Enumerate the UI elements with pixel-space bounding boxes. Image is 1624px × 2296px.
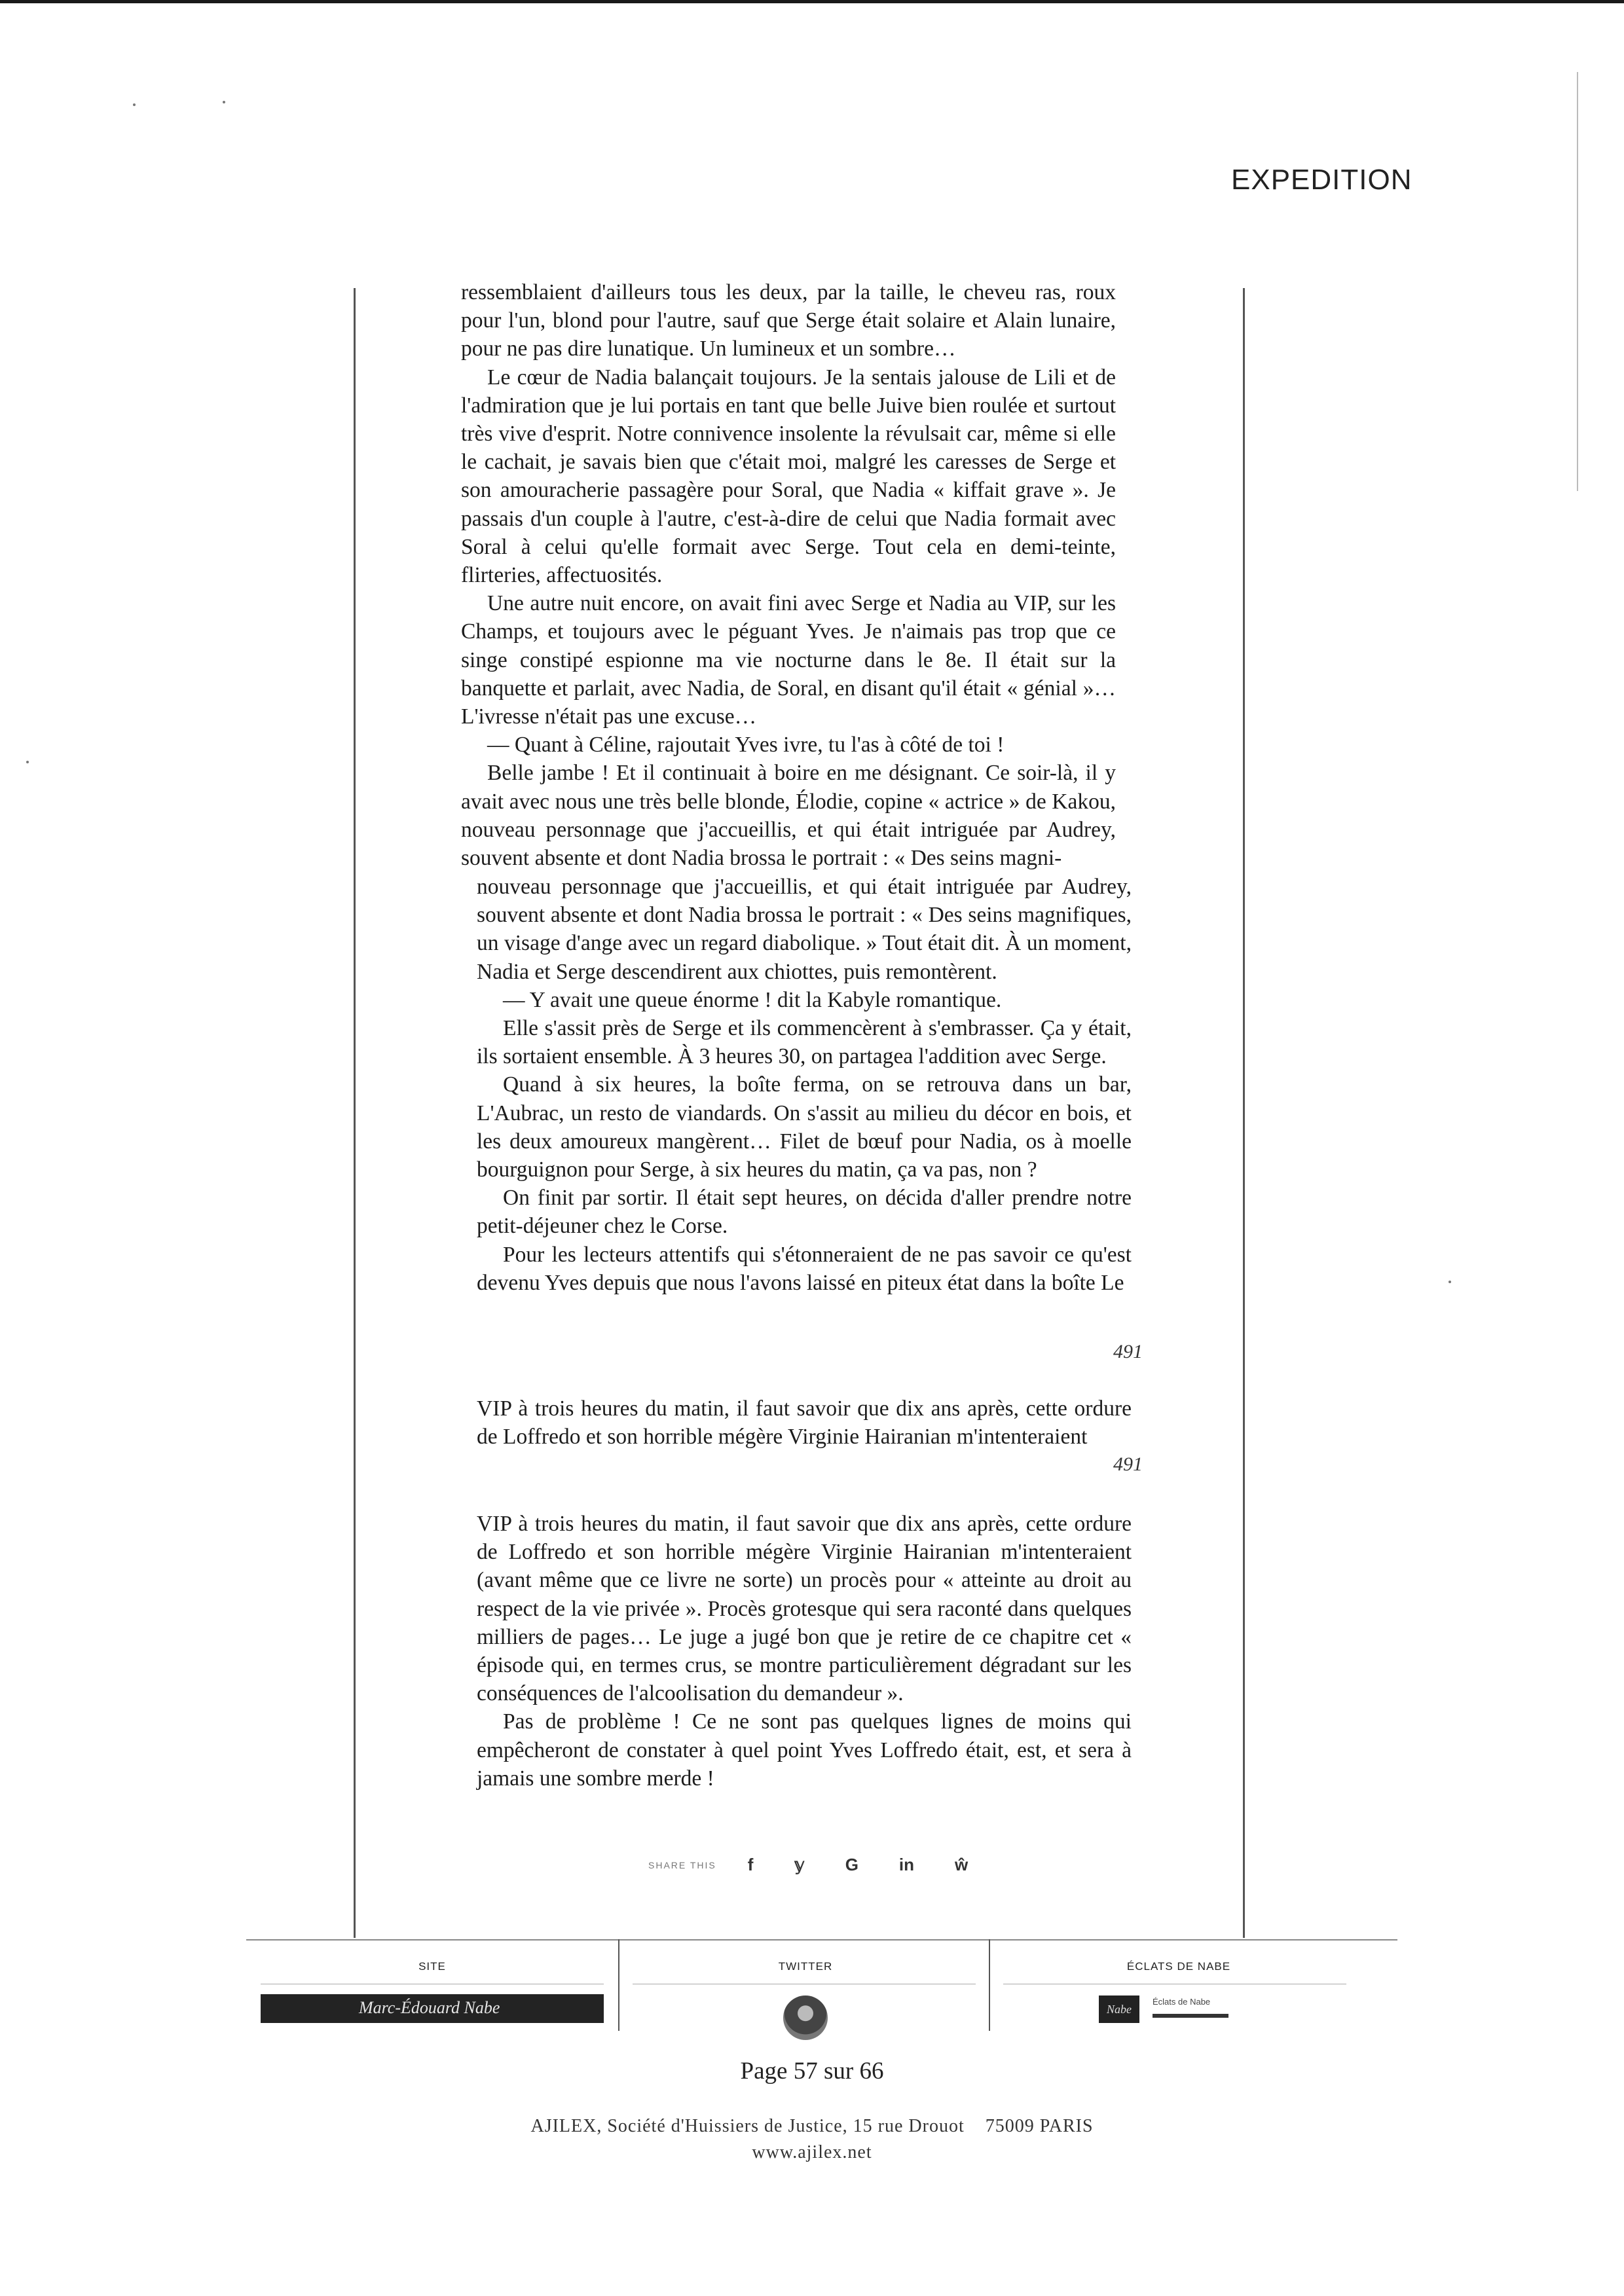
footer-twitter-label: TWITTER — [778, 1960, 833, 1973]
text-fragment-3 — [477, 1394, 1132, 1449]
eclats-text: Éclats de Nabe — [1153, 1997, 1211, 2007]
right-border — [1243, 871, 1245, 1453]
twitter-avatar[interactable] — [783, 1995, 828, 2023]
paragraph: Belle jambe ! Et il continuait à boire en me désignant. Ce soir-là, il y avait avec nous une très belle blonde, Élodie, copine « actrice » de Kakou, nouveau personnage que j'accueillis, et qui était intriguée par Audrey, souvent absente et dont Nadia brossa le portrait : « Des seins magni- — [461, 761, 1116, 871]
eclats-bar — [1153, 2014, 1228, 2018]
page-number: 491 — [1113, 1341, 1143, 1362]
site-banner-signature: Marc-Édouard Nabe — [359, 1998, 500, 2017]
scan-speck — [1449, 1281, 1451, 1283]
google-icon[interactable]: G — [845, 1855, 858, 1874]
text-fragment-2 — [477, 873, 1132, 1295]
right-border — [1243, 1453, 1245, 1938]
footer-divider — [989, 1939, 990, 2031]
footer-site-label: SITE — [418, 1960, 446, 1973]
left-border — [354, 1453, 356, 1938]
footer-eclats-label: ÉCLATS DE NABE — [1126, 1960, 1231, 1973]
paragraph: Elle s'assit près de Serge et ils commencèrent à s'embrasser. Ça y était, ils sortaient ensemble. À 3 heures 30, on partagea l'addition avec Serge. — [477, 1016, 1132, 1069]
paragraph: — Quant à Céline, rajoutait Yves ivre, tu l'as à côté de toi ! — [487, 733, 1005, 757]
scan-speck — [133, 103, 136, 106]
left-border — [354, 288, 356, 871]
scan-speck — [223, 101, 225, 103]
right-border — [1243, 288, 1245, 871]
site-banner-link[interactable] — [261, 1994, 604, 2023]
paragraph: Quand à six heures, la boîte ferma, on se retrouva dans un bar, L'Aubrac, un resto de viandards. On s'assit au milieu du décor en bois, et les deux amoureux mangèrent… Filet de bœuf pour Nadia, os à moelle bourguignon pour Serge, à six heures du matin, ça va pas, non ? — [477, 1072, 1132, 1182]
page-number: 491 — [1113, 1453, 1143, 1475]
page-counter: Page 57 sur 66 — [740, 2058, 884, 2085]
paragraph: nouveau personnage que j'accueillis, et qui était intriguée par Audrey, souvent absente et dont Nadia brossa le portrait : « Des seins magnifiques, un visage d'ange avec un regard diabolique. » Tout était dit. À un moment, Nadia et Serge descendirent aux chiottes, puis remontèrent. — [477, 875, 1132, 984]
scan-speck — [26, 761, 29, 763]
paragraph: VIP à trois heures du matin, il faut savoir que dix ans après, cette ordure de Loffredo et son horrible mégère Virginie Hairanian m'intenteraient — [477, 1396, 1132, 1449]
paragraph: Le cœur de Nadia balançait toujours. Je la sentais jalouse de Lili et de l'admiration que je lui portais en tant que belle Juive bien roulée et surtout très vive d'esprit. Notre connivence insolente la révulsait car, même si elle le cachait, je savais bien que c'était moi, malgré les caresses de Serge et son amouracherie passagère pour Soral, que Nadia « kiffait grave ». Je passais d'un couple à l'autre, c'est-à-dire de celui que Nadia formait avec Soral à celui qu'elle formait avec Serge. Tout cela en demi-teinte, flirteries, affectuosités. — [461, 365, 1116, 588]
scan-edge-line — [1577, 72, 1578, 491]
paragraph: — Y avait une queue énorme ! dit la Kabyle romantique. — [503, 987, 1002, 1012]
twitter-icon[interactable]: 𝕪 — [794, 1855, 805, 1874]
expedition-stamp: EXPEDITION — [1231, 164, 1412, 196]
paragraph: VIP à trois heures du matin, il faut savoir que dix ans après, cette ordure de Loffredo et son horrible mégère Virginie Hairanian m'intenteraient (avant même que ce livre ne sorte) un procès pour « atteinte au droit au respect de la vie privée ». Procès grotesque qui sera raconté dans quelques milliers de pages… Le juge a jugé bon que je retire de ce chapitre cet « épisode qui, en termes crus, se montre particulièrement dégradant sur les conséquences de l'alcoolisation du demandeur ». — [477, 1512, 1132, 1706]
share-label: SHARE THIS — [648, 1859, 716, 1870]
text-fragment-4 — [477, 1510, 1132, 1793]
paragraph: Une autre nuit encore, on avait fini avec Serge et Nadia au VIP, sur les Champs, et toujours avec le péguant Yves. Je n'aimais pas trop que ce singe constipé espionne ma vie nocturne dans le 8e. Il était sur la banquette et parlait, avec Nadia, de Soral, en disant qu'il était « génial »… L'ivresse n'était pas une excuse… — [461, 591, 1116, 729]
left-border — [354, 871, 356, 1453]
bailiff-website: www.ajilex.net — [752, 2142, 872, 2162]
bailiff-address: AJILEX, Société d'Huissiers de Justice, 15 rue Drouot 75009 PARIS — [530, 2116, 1094, 2136]
footer-divider — [618, 1939, 619, 2031]
paragraph: On finit par sortir. Il était sept heures, on décida d'aller prendre notre petit-déjeuner chez le Corse. — [477, 1186, 1132, 1239]
eclats-logo[interactable]: Nabe — [1099, 1995, 1139, 2023]
footer-rule — [246, 1939, 1397, 1941]
share-icon[interactable]: ŵ — [955, 1855, 969, 1874]
paragraph: Pas de problème ! Ce ne sont pas quelques lignes de moins qui empêcheront de constater à quel point Yves Loffredo était, est, et sera à jamais une sombre merde ! — [477, 1709, 1132, 1791]
linkedin-icon[interactable]: in — [898, 1855, 915, 1874]
scan-top-border — [0, 0, 1624, 3]
paragraph: Pour les lecteurs attentifs qui s'étonneraient de ne pas savoir ce qu'est devenu Yves depuis que nous l'avons laissé en piteux état dans la boîte Le — [477, 1242, 1132, 1295]
share-bar — [648, 1855, 1008, 1875]
text-fragment-1 — [461, 278, 1116, 871]
paragraph: ressemblaient d'ailleurs tous les deux, par la taille, le cheveu ras, roux pour l'un, blond pour l'autre, sauf que Serge était solaire et Alain lunaire, pour ne pas dire lunatique. Un lumineux et un sombre… — [461, 280, 1116, 361]
facebook-icon[interactable]: f — [747, 1855, 754, 1874]
